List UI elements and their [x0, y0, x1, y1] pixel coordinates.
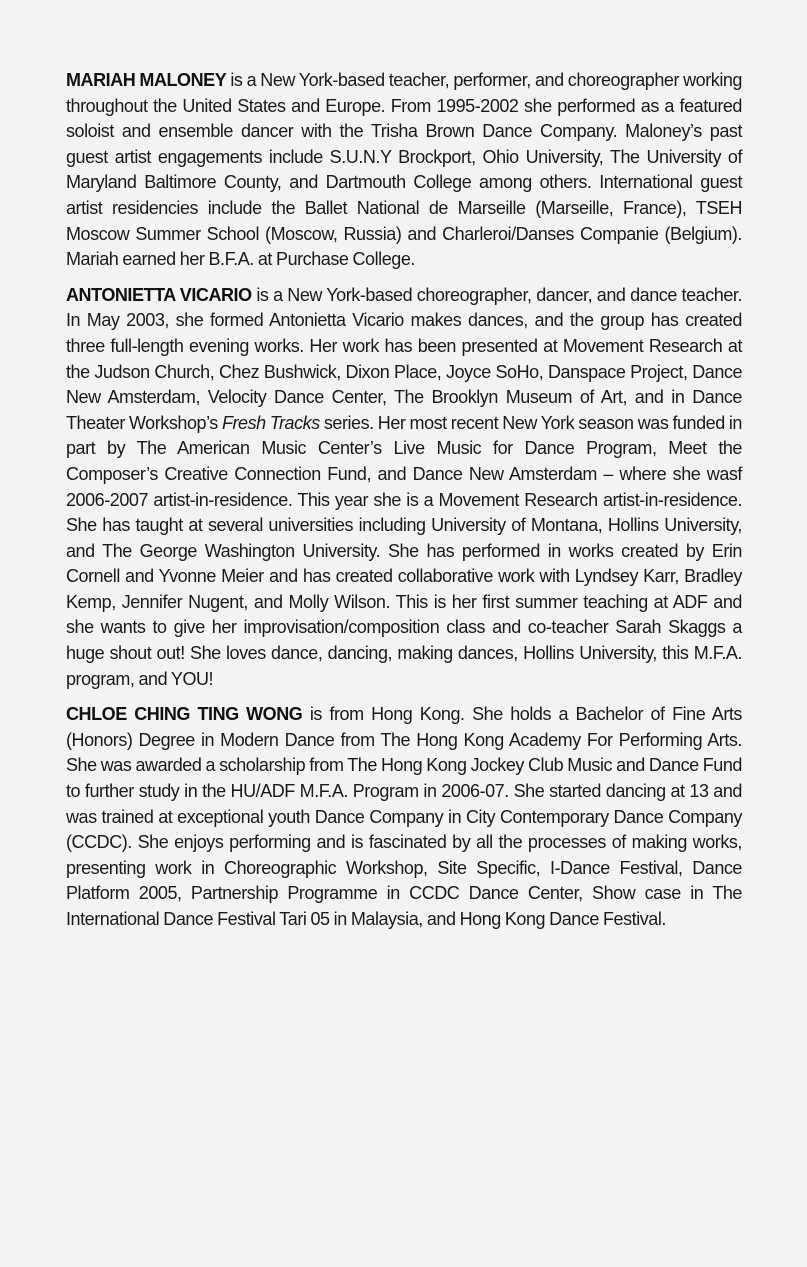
bio-name: MARIAH MALONEY	[66, 70, 227, 90]
bio-chloe-ching-ting-wong	[66, 702, 742, 932]
bio-text: is a New York-based teacher, performer, and choreographer working throughout the United States and Europe. From 1995-2002 she performed as a featured soloist and ensemble dancer with the Trisha Brown Dance Company. Maloney’s past guest artist engagements include S.U.N.Y Brockport, Ohio University, The University of Maryland Baltimore County, and Dartmouth College among others. International guest artist residencies include the Ballet National de Marseille (Marseille, France), TSEH Moscow Summer School (Moscow, Russia) and Charleroi/Danses Companie (Belgium). Mariah earned her B.F.A. at Purchase College.	[66, 70, 742, 270]
bio-text: is from Hong Kong. She holds a Bachelor of Fine Arts (Honors) Degree in Modern Dance from The Hong Kong Academy For Performing Arts. She was awarded a scholarship from The Hong Kong Jockey Club Music and Dance Fund to further study in the HU/ADF M.F.A. Program in 2006-07. She started dancing at 13 and was trained at exceptional youth Dance Company in City Contemporary Dance Company (CCDC). She enjoys performing and is fascinated by all the processes of making works, presenting work in Choreographic Workshop, Site Specific, I-Dance Festival, Dance Platform 2005, Partnership Programme in CCDC Dance Center, Show case in The International Dance Festival Tari 05 in Malaysia, and Hong Kong Dance Festival.	[66, 704, 742, 929]
bio-antonietta-vicario	[66, 283, 742, 693]
bio-text: is a New York-based choreographer, dancer, and dance teacher. In May 2003, she formed Antonietta Vicario makes dances, and the group has created three full-length evening works. Her work has been presented at Movement Research at the Judson Church, Chez Bushwick, Dixon Place, Joyce SoHo, Danspace Project, Dance New Amsterdam, Velocity Dance Center, The Brooklyn Museum of Art, and in Dance Theater Workshop’s	[66, 284, 742, 433]
bio-page	[66, 68, 742, 943]
bio-name: ANTONIETTA VICARIO	[66, 284, 252, 305]
bio-name: CHLOE CHING TING WONG	[66, 704, 303, 725]
series-title: Fresh Tracks	[221, 412, 320, 433]
bio-text-continued: series. Her most recent New York season was funded in part by The American Music Center’s Live Music for Dance Program, Meet the Composer’s Creative Connection Fund, and Dance New Amsterdam – where she wasf 2006-2007 artist-in-residence. This year she is a Movement Research artist-in-residence. She has taught at several universities including University of Montana, Hollins University, and The George Washington University. She has performed in works created by Erin Cornell and Yvonne Meier and has created collaborative work with Lyndsey Karr, Bradley Kemp, Jennifer Nugent, and Molly Wilson. This is her first summer teaching at ADF and she wants to give her improvisation/composition class and co-teacher Sarah Skaggs a huge shout out! She loves dance, dancing, making dances, Hollins University, this M.F.A. program, and YOU!	[66, 412, 742, 689]
bio-mariah-maloney	[66, 68, 742, 273]
